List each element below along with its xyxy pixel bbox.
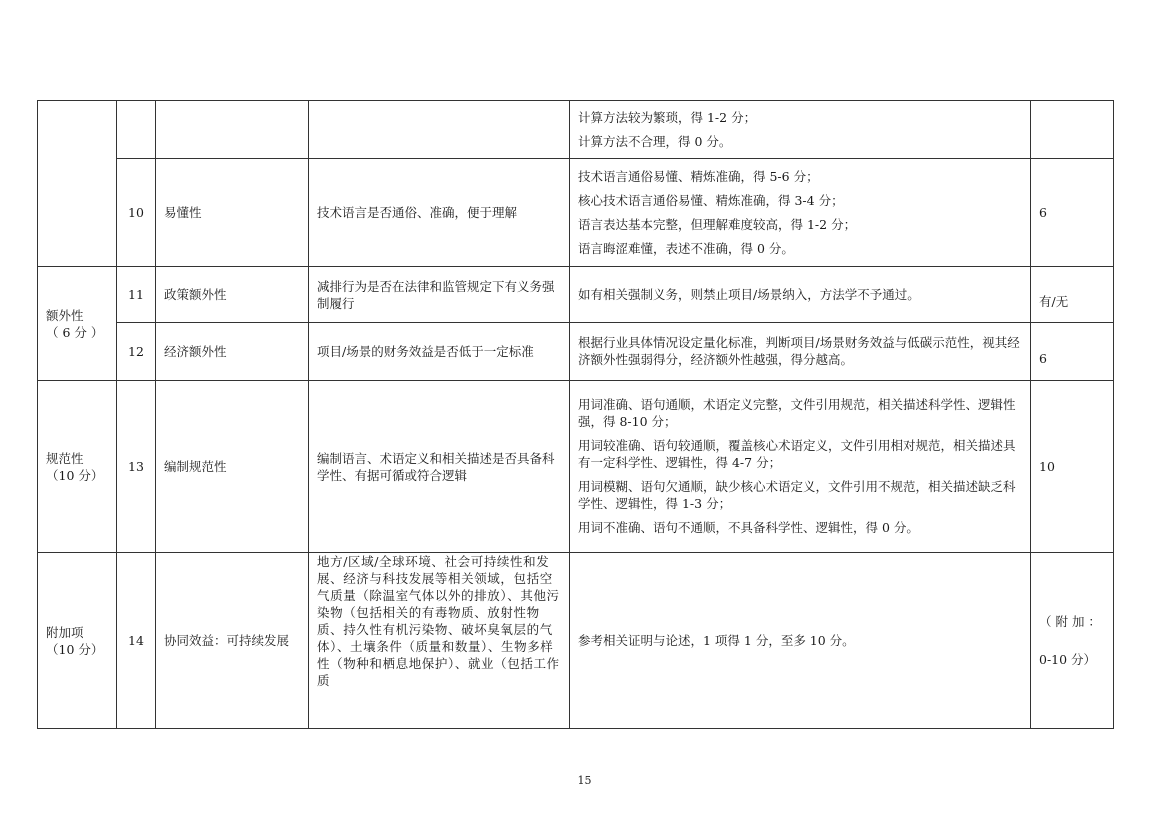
category-points: （ 6 分 ） (46, 324, 104, 340)
category-name: 规范性 (46, 450, 84, 466)
evaluation-table (37, 100, 1114, 729)
item-number: 10 (117, 159, 156, 267)
criteria-cell (570, 381, 1031, 553)
score-cell: 10 (1031, 381, 1114, 553)
item-description: 项目/场景的财务效益是否低于一定标准 (309, 323, 570, 381)
item-description: 地方/区域/全球环境、社会可持续性和发展、经济与科技发展等相关领域，包括空气质量（除温室气体以外的排放）、其他污染物（包括相关的有毒物质、放射性物质、持久性有机污染物、破坏臭氧层的气体）、土壤条件（质量和数量）、生物多样性（物种和栖息地保护）、就业（包括工作质 (309, 553, 570, 729)
item-name: 易懂性 (156, 159, 309, 267)
table-row (38, 553, 1114, 729)
item-description (309, 101, 570, 159)
category-cell (38, 267, 117, 381)
item-number: 13 (117, 381, 156, 553)
category-points: （10 分） (46, 467, 104, 483)
criteria-line: 计算方法较为繁琐，得 1-2 分； (578, 109, 757, 125)
item-number: 11 (117, 267, 156, 323)
item-name: 协同效益：可持续发展 (156, 553, 309, 729)
criteria-line: 如有相关强制义务，则禁止项目/场景纳入，方法学不予通过。 (578, 286, 920, 302)
table-row (38, 101, 1114, 159)
item-number (117, 101, 156, 159)
criteria-line: 语言表达基本完整，但理解难度较高，得 1-2 分； (578, 216, 857, 232)
criteria-cell (570, 159, 1031, 267)
item-description: 减排行为是否在法律和监管规定下有义务强制履行 (309, 267, 570, 323)
criteria-line: 计算方法不合理，得 0 分。 (578, 133, 732, 149)
table-row (38, 159, 1114, 267)
category-points: （10 分） (46, 641, 104, 657)
table-row (38, 381, 1114, 553)
criteria-cell (570, 553, 1031, 729)
item-description: 技术语言是否通俗、准确，便于理解 (309, 159, 570, 267)
item-name: 编制规范性 (156, 381, 309, 553)
table-row (38, 323, 1114, 381)
criteria-line: 技术语言通俗易懂、精炼准确，得 5-6 分； (578, 168, 819, 184)
category-cell (38, 101, 117, 267)
category-name: 附加项 (46, 624, 84, 640)
criteria-line: 用词模糊、语句欠通顺，缺少核心术语定义，文件引用不规范，相关描述缺乏科学性、逻辑性，得 1-3 分； (578, 479, 1016, 511)
criteria-line: 用词不准确、语句不通顺，不具备科学性、逻辑性，得 0 分。 (578, 520, 919, 535)
item-number: 12 (117, 323, 156, 381)
criteria-line: 核心技术语言通俗易懂、精炼准确，得 3-4 分； (578, 192, 844, 208)
score-cell (1031, 553, 1114, 729)
criteria-cell (570, 101, 1031, 159)
criteria-cell (570, 267, 1031, 323)
criteria-cell (570, 323, 1031, 381)
score-cell: 有/无 (1031, 267, 1114, 323)
criteria-line: 用词准确、语句通顺，术语定义完整，文件引用规范，相关描述科学性、逻辑性强，得 8-10 分； (578, 397, 1016, 429)
category-cell (38, 553, 117, 729)
score-cell: 6 (1031, 159, 1114, 267)
score-cell (1031, 101, 1114, 159)
score-cell: 6 (1031, 323, 1114, 381)
item-name (156, 101, 309, 159)
score-extra-line1: （ 附 加 ： (1039, 613, 1101, 629)
category-name: 额外性 (46, 307, 84, 323)
table-row (38, 267, 1114, 323)
item-name: 政策额外性 (156, 267, 309, 323)
criteria-line: 用词较准确、语句较通顺，覆盖核心术语定义，文件引用相对规范，相关描述具有一定科学性、逻辑性，得 4-7 分； (578, 438, 1016, 470)
score-extra-line2: 0-10 分） (1039, 651, 1097, 667)
criteria-line: 根据行业具体情况设定量化标准，判断项目/场景财务效益与低碳示范性，视其经济额外性强弱得分，经济额外性越强，得分越高。 (578, 335, 1020, 367)
item-number: 14 (117, 553, 156, 729)
page-number: 15 (577, 774, 592, 787)
category-cell (38, 381, 117, 553)
criteria-line: 参考相关证明与论述，1 项得 1 分，至多 10 分。 (578, 632, 855, 648)
item-name: 经济额外性 (156, 323, 309, 381)
item-description: 编制语言、术语定义和相关描述是否具备科学性、有据可循或符合逻辑 (309, 381, 570, 553)
criteria-line: 语言晦涩难懂，表述不准确，得 0 分。 (578, 240, 794, 256)
